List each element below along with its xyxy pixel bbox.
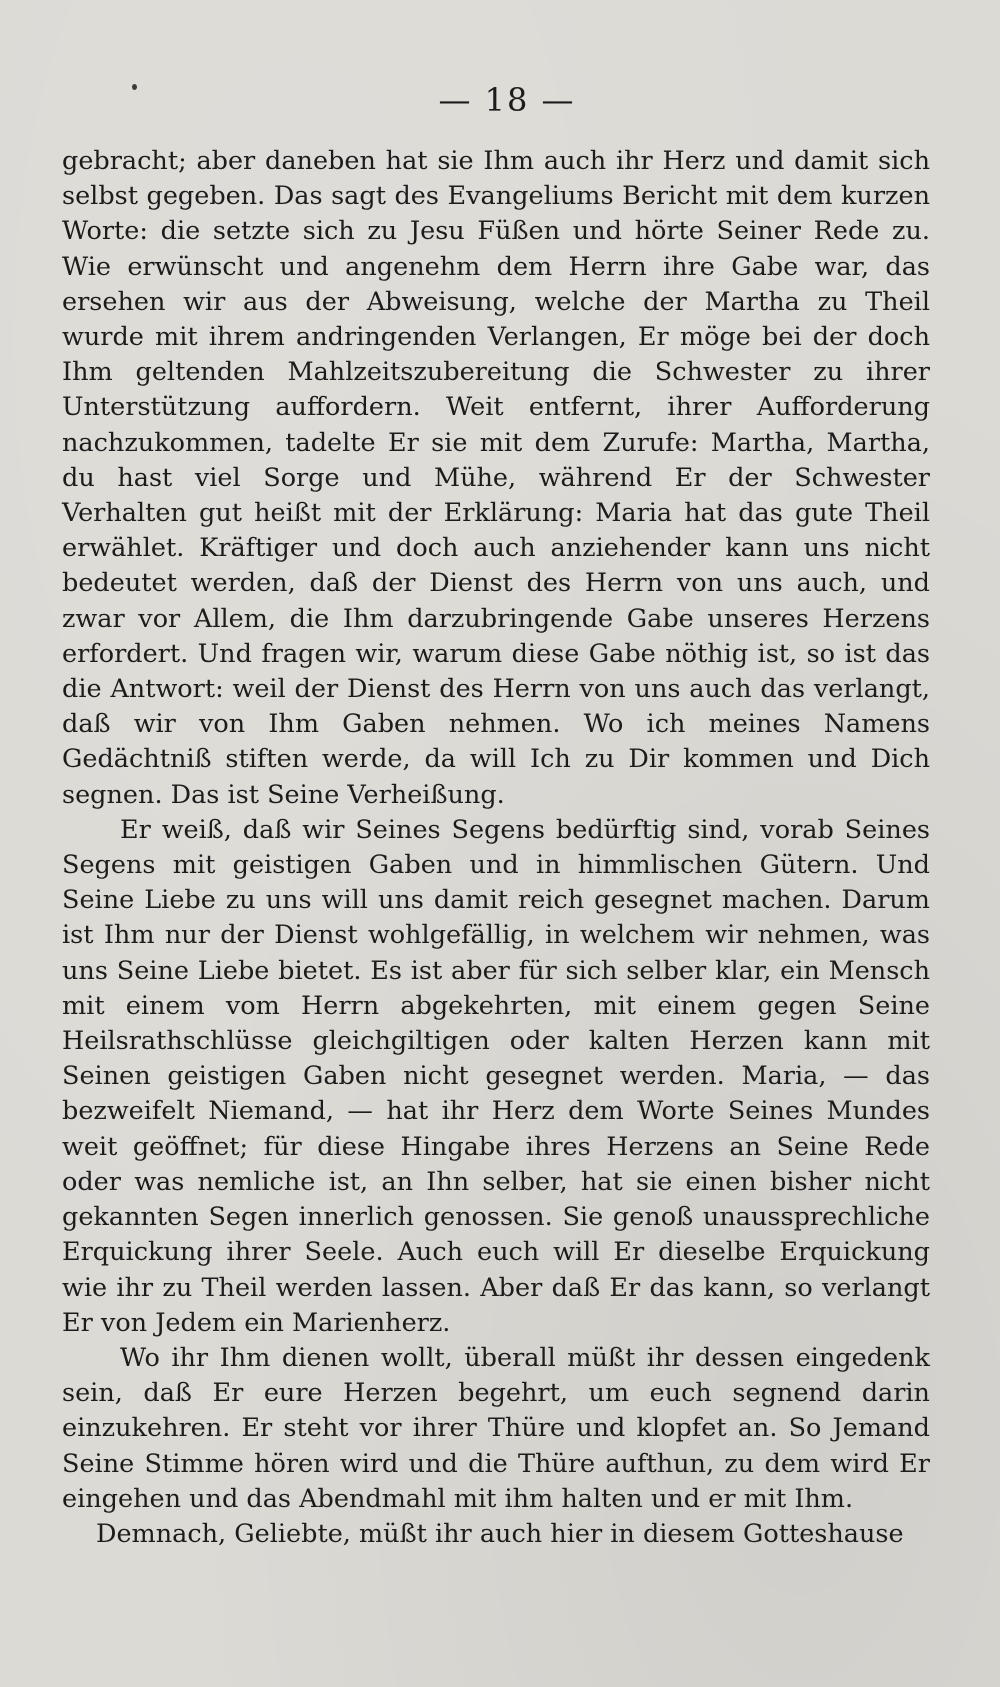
body-text xyxy=(62,144,930,1552)
paragraph-1: gebracht; aber daneben hat sie Ihm auch ihr Herz und damit sich selbst gegeben. Das sagt des Evangeliums Bericht mit dem kurzen Worte: die setzte sich zu Jesu Füßen und hörte Seiner Rede zu. Wie erwünscht und angenehm dem Herrn ihre Gabe war, das ersehen wir aus der Abweisung, welche der Martha zu Theil wurde mit ihrem andringenden Verlangen, Er möge bei der doch Ihm geltenden Mahlzeitszubereitung die Schwester zu ihrer Unterstützung auffordern. Weit entfernt, ihrer Aufforderung nachzukommen, tadelte Er sie mit dem Zurufe: Martha, Martha, du hast viel Sorge und Mühe, während Er der Schwester Verhalten gut heißt mit der Erklärung: Maria hat das gute Theil erwählet. Kräftiger und doch auch anziehender kann uns nicht bedeutet werden, daß der Dienst des Herrn von uns auch, und zwar vor Allem, die Ihm darzubringende Gabe unseres Herzens erfordert. Und fragen wir, warum diese Gabe nöthig ist, so ist das die Antwort: weil der Dienst des Herrn von uns auch das verlangt, daß wir von Ihm Gaben nehmen. Wo ich meines Namens Gedächtniß stiften werde, da will Ich zu Dir kommen und Dich segnen. Das ist Seine Verheißung. xyxy=(62,146,930,810)
page-number: — 18 — xyxy=(438,81,576,119)
paragraph-4: Demnach, Geliebte, müßt ihr auch hier in diesem Gotteshause xyxy=(96,1518,904,1549)
paragraph-3: Wo ihr Ihm dienen wollt, überall müßt ihr dessen eingedenk sein, daß Er eure Herzen begehrt, um euch segnend darin einzukehren. Er steht vor ihrer Thüre und klopfet an. So Jemand Seine Stimme hören wird und die Thüre aufthun, zu dem wird Er eingehen und das Abendmahl mit ihm halten und er mit Ihm. xyxy=(62,1342,930,1514)
paragraph-2: Er weiß, daß wir Seines Segens bedürftig sind, vorab Seines Segens mit geistigen Gaben und in himmlischen Gütern. Und Seine Liebe zu uns will uns damit reich gesegnet machen. Darum ist Ihm nur der Dienst wohlgefällig, in welchem wir nehmen, was uns Seine Liebe bietet. Es ist aber für sich selber klar, ein Mensch mit einem vom Herrn abgekehrten, mit einem gegen Seine Heilsrathschlüsse gleichgiltigen oder kalten Herzen kann mit Seinen geistigen Gaben nicht gesegnet werden. Maria, — das bezweifelt Niemand, — hat ihr Herz dem Worte Seines Mundes weit geöffnet; für diese Hingabe ihres Herzens an Seine Rede oder was nemliche ist, an Ihn selber, hat sie einen bisher nicht gekannten Segen innerlich genossen. Sie genoß unaussprechliche Erquickung ihrer Seele. Auch euch will Er dieselbe Erquickung wie ihr zu Theil werden lassen. Aber daß Er das kann, so verlangt Er von Jedem ein Marienherz. xyxy=(62,814,930,1338)
ink-speck xyxy=(132,84,137,90)
